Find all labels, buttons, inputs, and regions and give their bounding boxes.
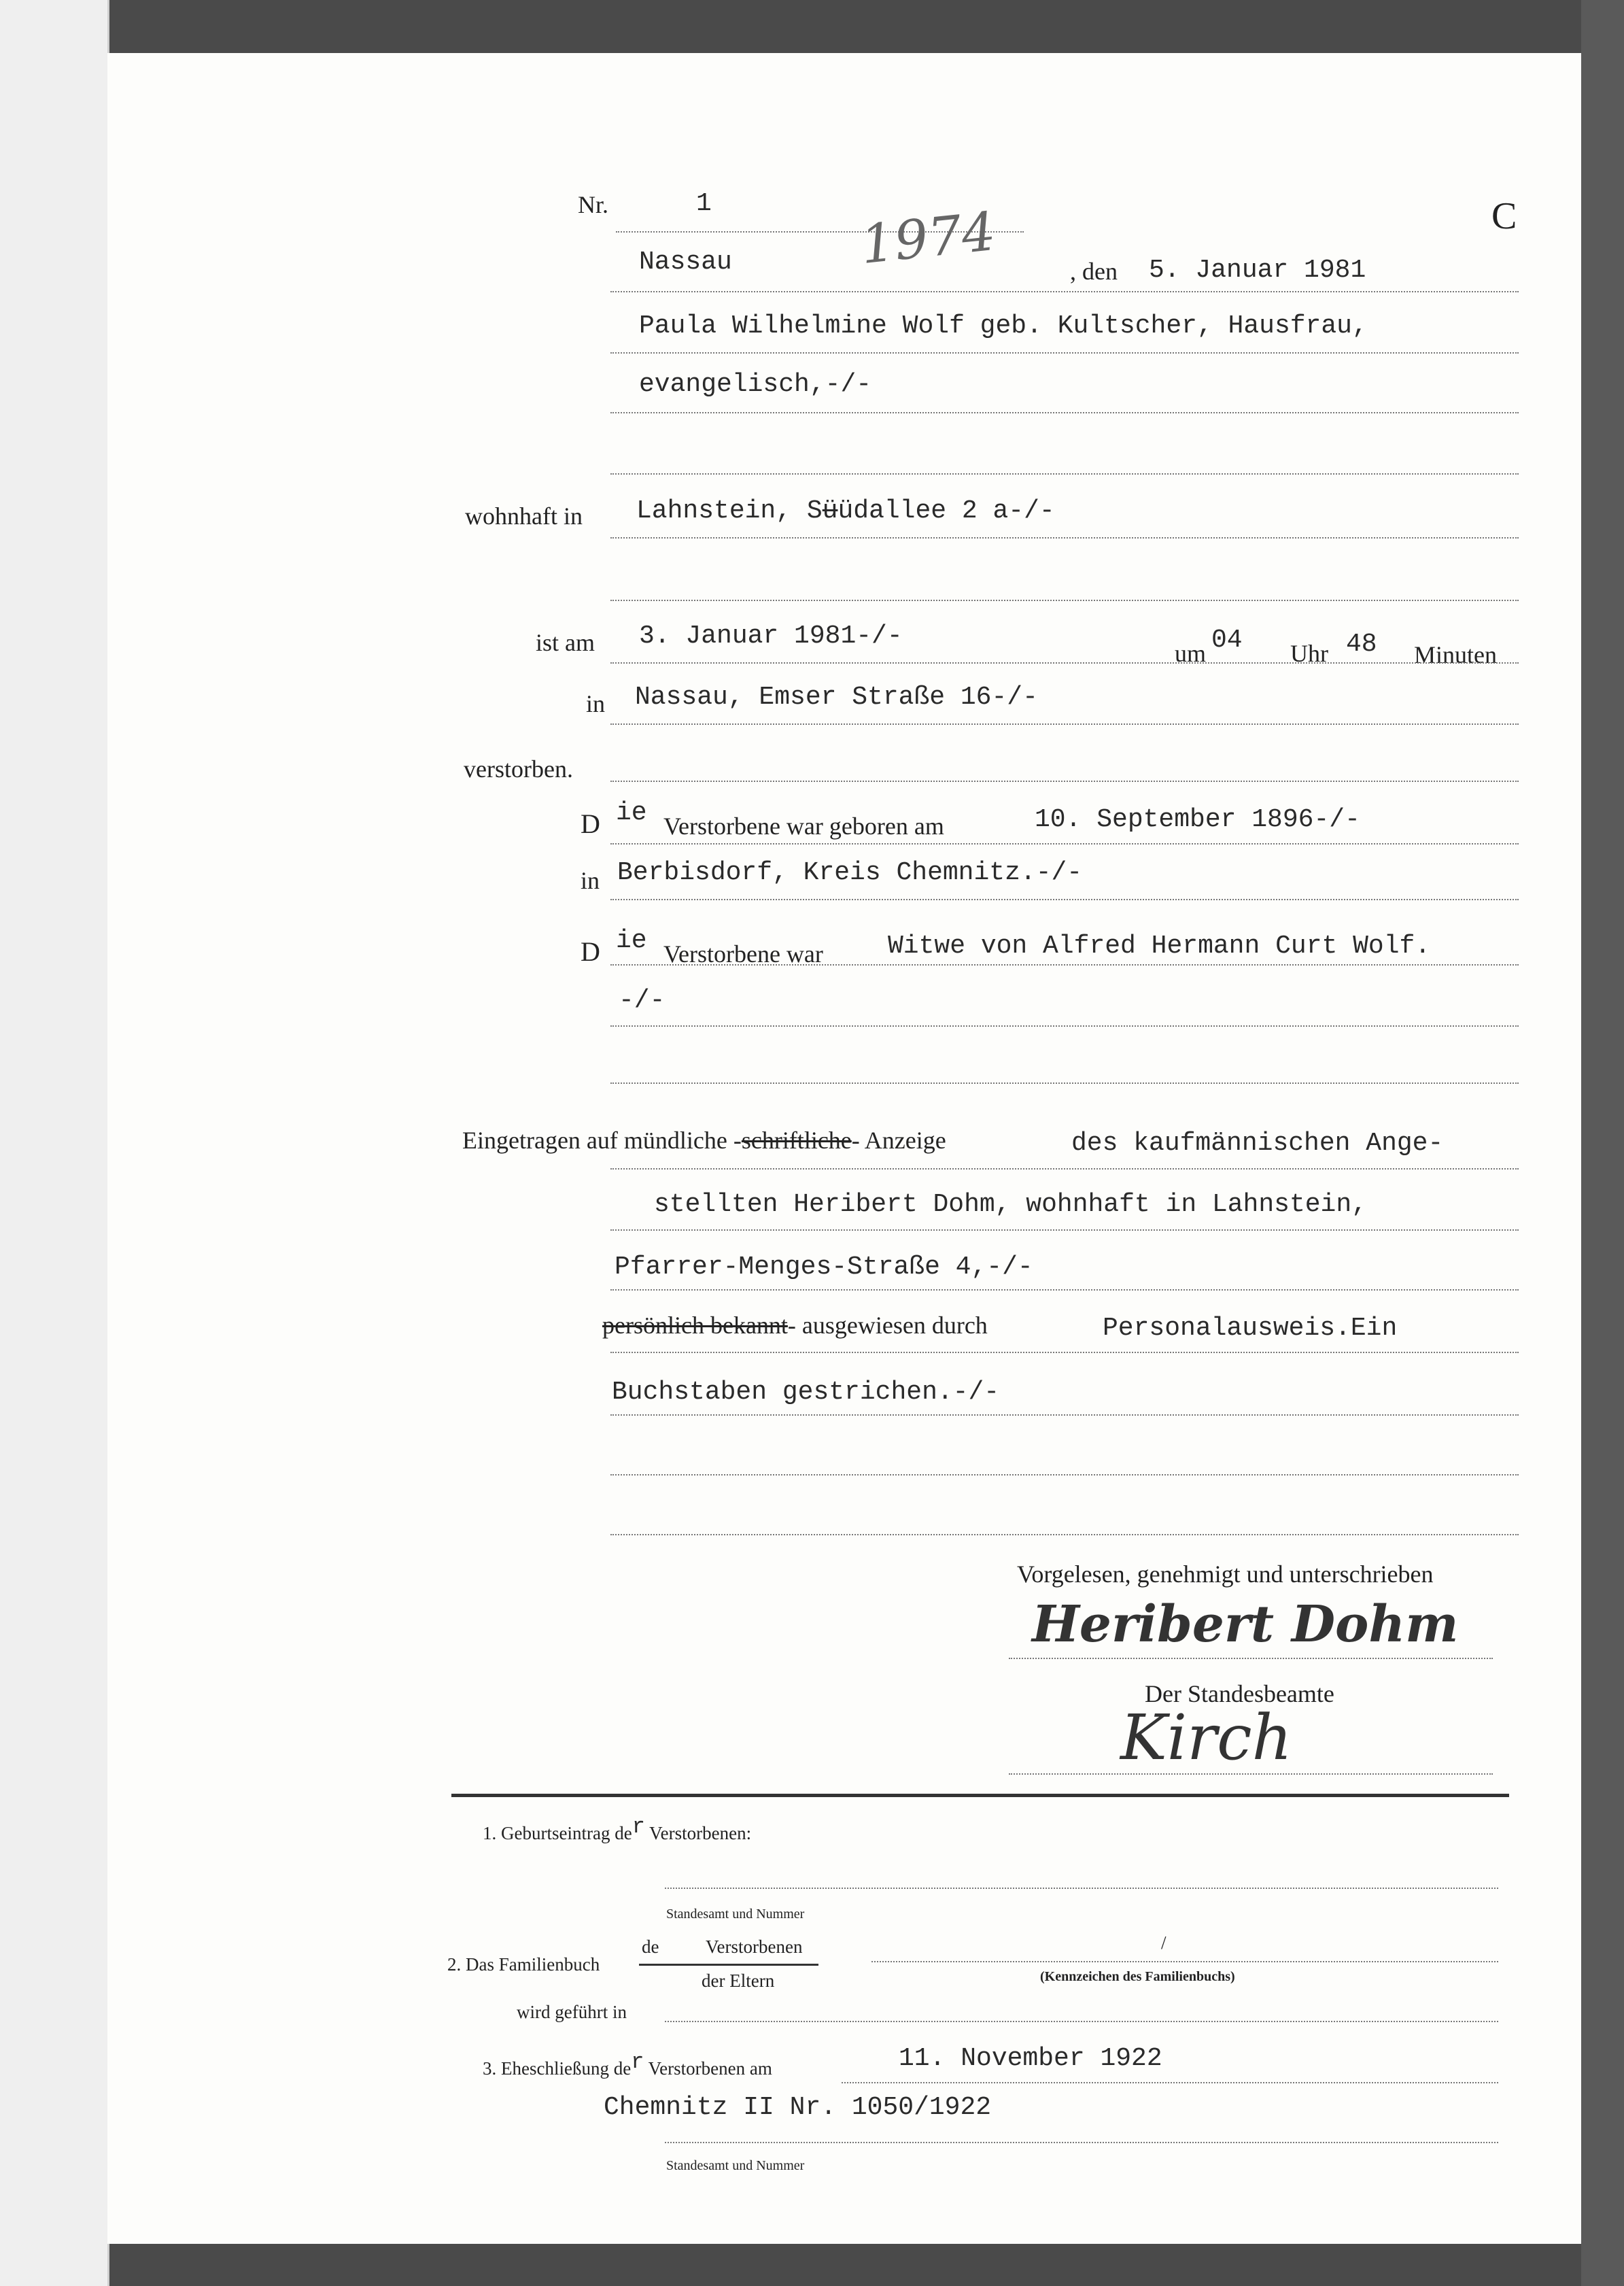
- office-number-caption-2: Standesamt und Nummer: [666, 2158, 805, 2173]
- kept-in-label: wird geführt in: [517, 2002, 627, 2022]
- person-line-1: Paula Wilhelmine Wolf geb. Kultscher, Hausfrau,: [639, 311, 1368, 341]
- status-value: Witwe von Alfred Hermann Curt Wolf.: [888, 932, 1431, 961]
- document-date: 5. Januar 1981: [1149, 256, 1366, 285]
- nr-label: Nr.: [578, 191, 608, 218]
- handwritten-year: 1974: [857, 201, 999, 277]
- registrar-signature: Kirch: [1120, 1701, 1292, 1774]
- book-spine-left-page: [0, 0, 109, 2286]
- informant-signature: Heribert Dohm: [1032, 1595, 1459, 1654]
- family-book-parents: der Eltern: [702, 1971, 775, 1991]
- book-edge: [1581, 0, 1624, 2286]
- status-d: D: [581, 936, 600, 967]
- residence-value: Lahnstein, Süüdallee 2 a-/-: [636, 496, 1055, 526]
- birth-entry-label: 1. Geburtseintrag der Verstorbenen:: [483, 1814, 752, 1843]
- office-number-caption: Standesamt und Nummer: [666, 1907, 805, 1922]
- marriage-label: 3. Eheschließung der Verstorbenen am: [483, 2049, 772, 2079]
- death-place-label: in: [586, 690, 606, 717]
- birth-label: Verstorbene war geboren am: [663, 813, 944, 840]
- family-book-label: 2. Das Familienbuch: [447, 1954, 600, 1975]
- informant-line-1: des kaufmännischen Ange-: [1071, 1129, 1444, 1158]
- den-label: , den: [1070, 258, 1118, 285]
- family-book-mark-caption: (Kennzeichen des Familienbuchs): [1040, 1969, 1235, 1984]
- place: Nassau: [639, 248, 732, 277]
- verstorben-label: verstorben.: [464, 755, 573, 783]
- person-line-2: evangelisch,-/-: [639, 370, 872, 399]
- status-cont: -/-: [619, 986, 666, 1015]
- informant-line-3: Pfarrer-Menges-Straße 4,-/-: [615, 1252, 1033, 1282]
- birth-place: Berbisdorf, Kreis Chemnitz.-/-: [617, 858, 1083, 887]
- status-label: Verstorbene war: [663, 940, 823, 968]
- death-hour: 04: [1211, 626, 1243, 655]
- read-approved-label: Vorgelesen, genehmigt und unterschrieben: [1017, 1560, 1434, 1588]
- nr-value: 1: [696, 189, 712, 218]
- family-book-slash: /: [1161, 1932, 1167, 1953]
- minuten-label: Minuten: [1414, 641, 1497, 668]
- series-letter: C: [1491, 195, 1517, 237]
- identification-cont: Buchstaben gestrichen.-/-: [612, 1378, 1000, 1407]
- death-minutes: 48: [1346, 630, 1377, 659]
- death-date-label: ist am: [536, 629, 595, 656]
- family-book-deceased: Verstorbenen: [706, 1937, 803, 1957]
- death-place: Nassau, Emser Straße 16-/-: [635, 683, 1038, 712]
- identification-value: Personalausweis.Ein: [1103, 1314, 1398, 1343]
- informant-line-2: stellten Heribert Dohm, wohnhaft in Lahnstein,: [654, 1190, 1367, 1219]
- birth-date: 10. September 1896-/-: [1035, 805, 1360, 834]
- registrar-label: Der Standesbeamte: [1145, 1680, 1334, 1707]
- birth-place-label: in: [581, 867, 600, 894]
- register-page: [107, 53, 1581, 2244]
- status-ie: ie: [616, 926, 647, 955]
- birth-d: D: [581, 808, 600, 839]
- death-date: 3. Januar 1981-/-: [639, 621, 903, 651]
- uhr-label: Uhr: [1290, 640, 1328, 667]
- birth-ie: ie: [616, 798, 647, 828]
- family-book-de: de: [642, 1937, 659, 1957]
- um-label: um: [1175, 640, 1207, 667]
- registration-label: Eingetragen auf mündliche -schriftliche- Anzeige: [462, 1127, 946, 1154]
- identification-label: persönlich bekannt- ausgewiesen durch: [602, 1312, 988, 1339]
- marriage-date: 11. November 1922: [899, 2044, 1162, 2073]
- marriage-office: Chemnitz II Nr. 1050/1922: [604, 2093, 992, 2122]
- residence-label: wohnhaft in: [465, 502, 583, 530]
